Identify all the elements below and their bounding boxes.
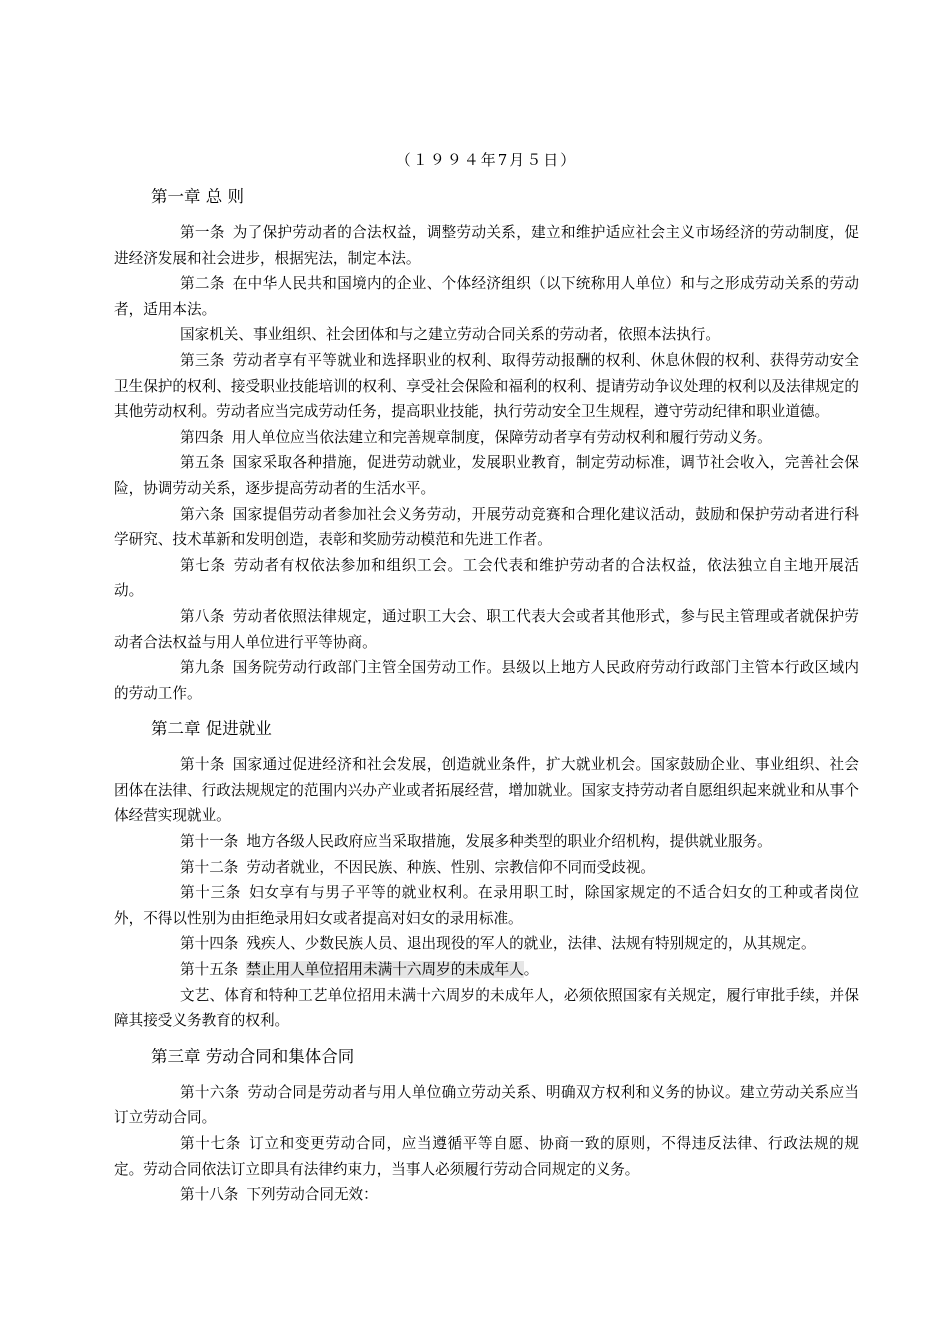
article-number: 第十条 — [180, 756, 225, 774]
article-paragraph — [114, 855, 859, 881]
article-paragraph — [114, 880, 859, 931]
date-line: （１９９４年7月５日） — [395, 151, 578, 169]
article-text: 地方各级人民政府应当采取措施，发展多种类型的职业介绍机构，提供就业服务。 — [246, 833, 772, 851]
article-number: 第九条 — [180, 659, 225, 677]
article-paragraph — [114, 1182, 859, 1208]
article-text: 用人单位应当依法建立和完善规章制度，保障劳动者享有劳动权利和履行劳动义务。 — [231, 428, 772, 446]
document-page — [114, 148, 859, 1208]
article-paragraph — [114, 220, 859, 271]
article-paragraph — [114, 502, 859, 553]
article-text: 订立和变更劳动合同，应当遵循平等自愿、协商一致的原则，不得违反法律、行政法规的规定。劳动合同依法订立即具有法律约束力，当事人必须履行劳动合同规定的义务。 — [114, 1135, 859, 1178]
article-text: 残疾人、少数民族人员、退出现役的军人的就业，法律、法规有特别规定的，从其规定。 — [246, 935, 816, 953]
article-text: 为了保护劳动者的合法权益，调整劳动关系，建立和维护适应社会主义市场经济的劳动制度，促进经济发展和社会进步，根据宪法，制定本法。 — [114, 224, 859, 267]
article-paragraph — [114, 1080, 859, 1131]
article-paragraph — [114, 604, 859, 655]
article-paragraph — [114, 655, 859, 706]
article-paragraph — [114, 931, 859, 957]
article-number: 第十五条 — [180, 961, 239, 979]
article-text: 劳动者享有平等就业和选择职业的权利、取得劳动报酬的权利、休息休假的权利、获得劳动安全卫生保护的权利、接受职业技能培训的权利、享受社会保险和福利的权利、提请劳动争议处理的权利以及法律规定的其他劳动权利。劳动者应当完成劳动任务，提高职业技能，执行劳动安全卫生规程，遵守劳动纪律和职业道德。 — [114, 351, 859, 421]
article-paragraph — [114, 553, 859, 604]
article-text: 劳动者就业，不因民族、种族、性别、宗教信仰不同而受歧视。 — [246, 858, 656, 876]
article-paragraph — [114, 450, 859, 501]
article-number: 第十三条 — [180, 884, 242, 902]
article-text: 劳动合同是劳动者与用人单位确立劳动关系、明确双方权利和义务的协议。建立劳动关系应当订立劳动合同。 — [114, 1083, 859, 1127]
article-number: 第五条 — [180, 454, 225, 472]
article-text: 妇女享有与男子平等的就业权利。在录用职工时，除国家规定的不适合妇女的工种或者岗位外，不得以性别为由拒绝录用妇女或者提高对妇女的录用标准。 — [114, 884, 859, 927]
law-content — [114, 184, 859, 1208]
article-text: 劳动者依照法律规定，通过职工大会、职工代表大会或者其他形式，参与民主管理或者就保护劳动者合法权益与用人单位进行平等协商。 — [114, 607, 859, 651]
article-number: 第七条 — [180, 556, 226, 574]
continuation-paragraph — [114, 983, 859, 1034]
article-text: 国家机关、事业组织、社会团体和与之建立劳动合同关系的劳动者，依照本法执行。 — [180, 326, 720, 344]
article-text-tail: 。 — [523, 961, 539, 979]
article-number: 第十六条 — [180, 1083, 240, 1101]
article-text: 在中华人民共和国境内的企业、个体经济组织（以下统称用人单位）和与之形成劳动关系的劳动者，适用本法。 — [114, 275, 859, 318]
article-text: 下列劳动合同无效： — [246, 1186, 378, 1204]
article-paragraph — [114, 348, 859, 425]
article-number: 第四条 — [180, 428, 224, 446]
article-number: 第十四条 — [180, 935, 239, 953]
article-paragraph — [114, 425, 859, 451]
article-number: 第二条 — [180, 275, 225, 293]
article-text: 文艺、体育和特种工艺单位招用未满十六周岁的未成年人，必须依照国家有关规定，履行审批手续，并保障其接受义务教育的权利。 — [114, 986, 859, 1030]
article-paragraph — [114, 752, 859, 829]
article-text: 国家提倡劳动者参加社会义务劳动，开展劳动竞赛和合理化建议活动，鼓励和保护劳动者进行科学研究、技术革新和发明创造，表彰和奖励劳动模范和先进工作者。 — [114, 505, 859, 549]
chapter-title: 第三章 劳动合同和集体合同 — [151, 1046, 355, 1066]
article-number: 第三条 — [180, 351, 225, 369]
highlighted-text[interactable]: 禁止用人单位招用未满十六周岁的未成年人 — [246, 961, 524, 979]
article-number: 第八条 — [180, 607, 225, 625]
continuation-paragraph — [114, 322, 859, 348]
article-number: 第十二条 — [180, 858, 239, 876]
article-text: 国务院劳动行政部门主管全国劳动工作。县级以上地方人民政府劳动行政部门主管本行政区域内的劳动工作。 — [114, 659, 859, 702]
article-paragraph — [114, 271, 859, 322]
article-text: 劳动者有权依法参加和组织工会。工会代表和维护劳动者的合法权益，依法独立自主地开展活动。 — [114, 556, 859, 600]
article-number: 第六条 — [180, 505, 225, 523]
article-number: 第十一条 — [180, 833, 239, 851]
chapter-title: 第一章 总 则 — [151, 187, 244, 206]
article-number: 第十八条 — [180, 1186, 239, 1204]
article-paragraph — [114, 829, 859, 855]
chapter-title: 第二章 促进就业 — [151, 719, 272, 739]
article-text: 国家通过促进经济和社会发展，创造就业条件，扩大就业机会。国家鼓励企业、事业组织、社会团体在法律、行政法规规定的范围内兴办产业或者拓展经营，增加就业。国家支持劳动者自愿组织起来就业和从事个体经营实现就业。 — [114, 756, 859, 825]
article-paragraph — [114, 1131, 859, 1182]
article-number: 第十七条 — [180, 1135, 242, 1152]
article-number: 第一条 — [180, 224, 225, 241]
article-paragraph — [114, 957, 859, 983]
article-text: 国家采取各种措施，促进劳动就业，发展职业教育，制定劳动标准，调节社会收入，完善社会保险，协调劳动关系，逐步提高劳动者的生活水平。 — [114, 454, 859, 497]
